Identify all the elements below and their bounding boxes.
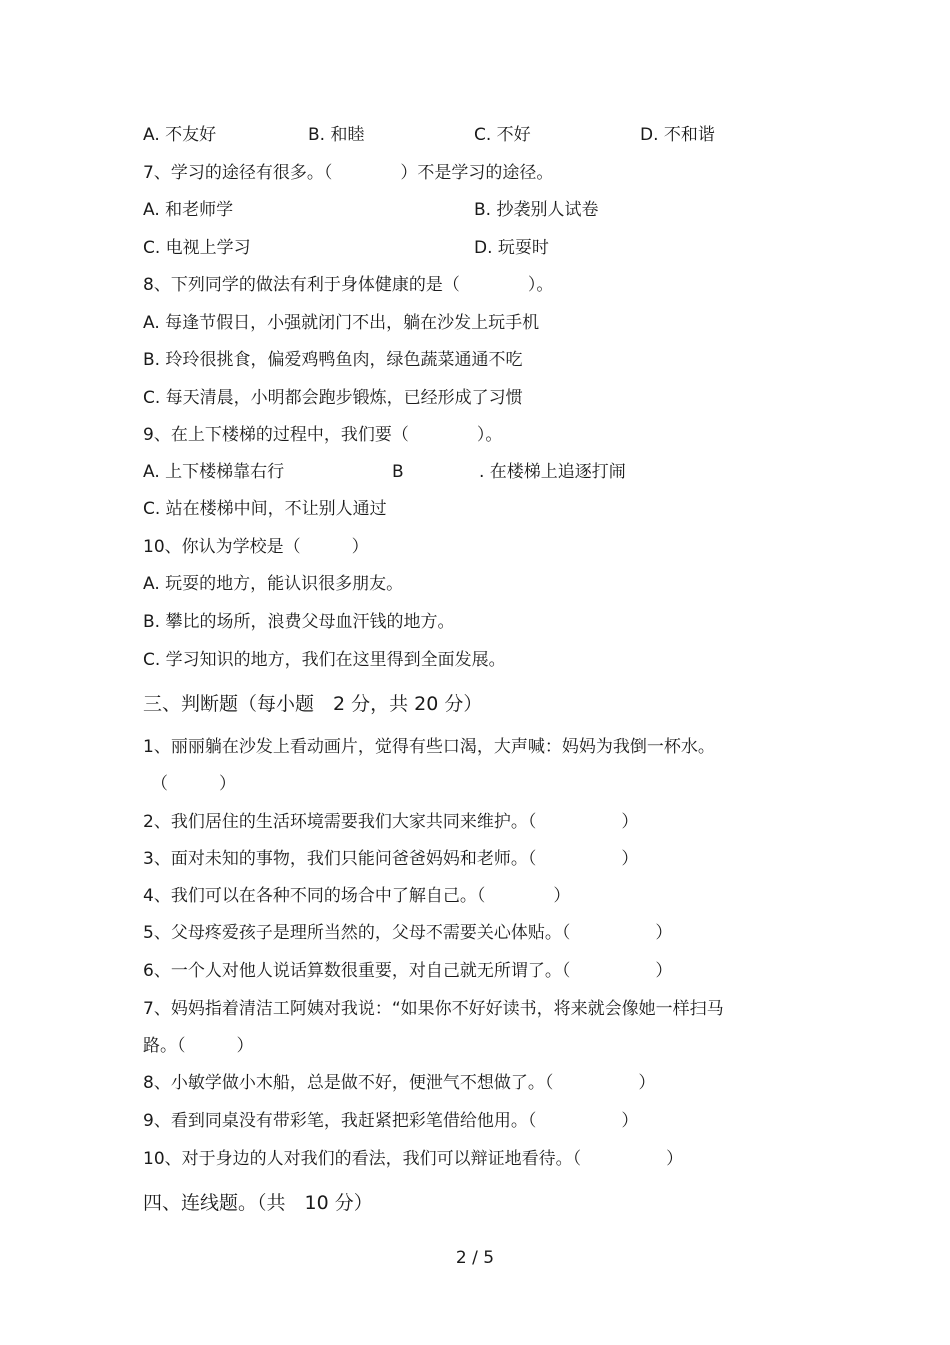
q10-stem: 10、你认为学校是（ ） bbox=[143, 537, 369, 557]
q10-option-c: C. 学习知识的地方，我们在这里得到全面发展。 bbox=[143, 650, 506, 670]
q10-option-b: B. 攀比的场所，浪费父母血汗钱的地方。 bbox=[143, 612, 455, 632]
page-number: 2 / 5 bbox=[455, 1248, 495, 1268]
judge-7-line-2: 路。（ ） bbox=[143, 1036, 254, 1056]
q9-option-b-text: . 在楼梯上追逐打闹 bbox=[479, 462, 626, 482]
q6-option-c: C. 不好 bbox=[474, 125, 531, 145]
q8-option-a: A. 每逢节假日，小强就闭门不出，躺在沙发上玩手机 bbox=[143, 313, 540, 333]
judge-2: 2、我们居住的生活环境需要我们大家共同来维护。（ ） bbox=[143, 812, 639, 832]
judge-4: 4、我们可以在各种不同的场合中了解自己。（ ） bbox=[143, 886, 571, 906]
q6-option-b: B. 和睦 bbox=[308, 125, 365, 145]
q7-stem: 7、学习的途径有很多。（ ）不是学习的途径。 bbox=[143, 163, 554, 183]
q9-option-b-letter: B bbox=[392, 462, 404, 482]
q9-stem: 9、在上下楼梯的过程中，我们要（ ）。 bbox=[143, 425, 503, 445]
q8-option-c: C. 每天清晨，小明都会跑步锻炼，已经形成了习惯 bbox=[143, 388, 523, 408]
q7-option-a: A. 和老师学 bbox=[143, 200, 234, 220]
q9-option-a: A. 上下楼梯靠右行 bbox=[143, 462, 285, 482]
judge-1-line-2: （ ） bbox=[151, 774, 236, 794]
q7-option-c: C. 电视上学习 bbox=[143, 238, 251, 258]
q6-option-a: A. 不友好 bbox=[143, 125, 217, 145]
q9-option-c: C. 站在楼梯中间，不让别人通过 bbox=[143, 499, 387, 519]
q8-option-b: B. 玲玲很挑食，偏爱鸡鸭鱼肉，绿色蔬菜通通不吃 bbox=[143, 350, 523, 370]
judge-7-line-1: 7、妈妈指着清洁工阿姨对我说：“如果你不好好读书，将来就会像她一样扫马 bbox=[143, 999, 724, 1019]
q10-option-a: A. 玩耍的地方，能认识很多朋友。 bbox=[143, 574, 404, 594]
judge-10: 10、对于身边的人对我们的看法，我们可以辩证地看待。（ ） bbox=[143, 1149, 684, 1169]
judge-9: 9、看到同桌没有带彩笔，我赶紧把彩笔借给他用。（ ） bbox=[143, 1111, 639, 1131]
q7-option-b: B. 抄袭别人试卷 bbox=[474, 200, 599, 220]
section-4-title: 四、连线题。（共 10 分） bbox=[143, 1192, 373, 1214]
q6-option-d: D. 不和谐 bbox=[640, 125, 715, 145]
judge-8: 8、小敏学做小木船，总是做不好，便泄气不想做了。（ ） bbox=[143, 1073, 656, 1093]
judge-6: 6、一个人对他人说话算数很重要，对自己就无所谓了。（ ） bbox=[143, 961, 673, 981]
q8-stem: 8、下列同学的做法有利于身体健康的是（ ）。 bbox=[143, 275, 554, 295]
judge-3: 3、面对未知的事物，我们只能问爸爸妈妈和老师。（ ） bbox=[143, 849, 639, 869]
section-3-title: 三、判断题（每小题 2 分，共 20 分） bbox=[143, 693, 483, 715]
judge-5: 5、父母疼爱孩子是理所当然的，父母不需要关心体贴。（ ） bbox=[143, 923, 673, 943]
judge-1-line-1: 1、丽丽躺在沙发上看动画片，觉得有些口渴，大声喊：妈妈为我倒一杯水。 bbox=[143, 737, 715, 757]
q7-option-d: D. 玩耍时 bbox=[474, 238, 549, 258]
